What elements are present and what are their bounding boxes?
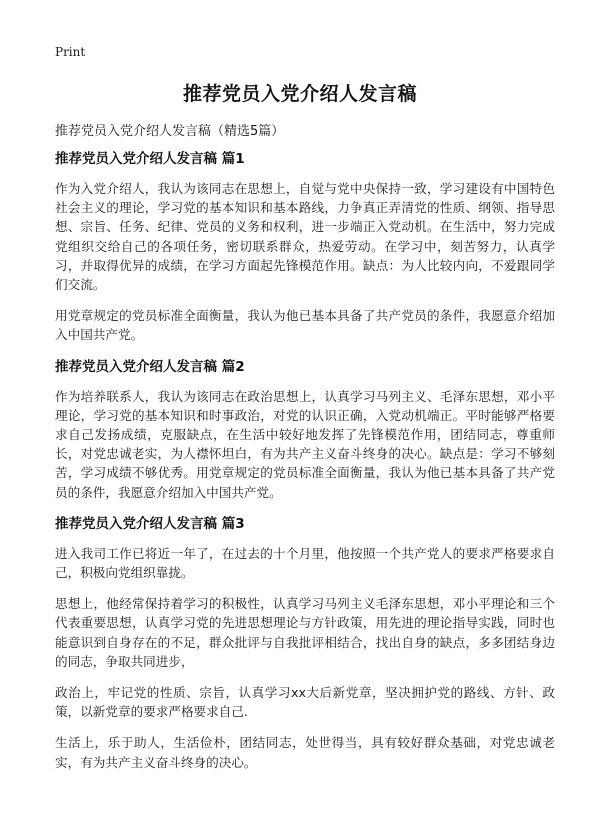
section-3 [55, 514, 555, 772]
paragraph: 生活上，乐于助人，生活俭朴，团结同志，处世得当，具有较好群众基础，对党忠诚老实，有为共产主义奋斗终身的决心。 [55, 735, 555, 770]
document-subtitle: 推荐党员入党介绍人发言稿（精选5篇） [55, 124, 285, 139]
paragraph: 作为培养联系人，我认为该同志在政治思想上，认真学习马列主义、毛泽东思想，邓小平理论，学习党的基本知识和时事政治，对党的认识正确，入党动机端正。平时能够严格要求自己发扬成绩，克服缺点，在生活中较好地发挥了先锋模范作用，团结同志，尊重师长，对党忠诚老实，为人襟怀坦白，有为共产主义奋斗终身的决心。缺点是：学习不够刻苦，学习成绩不够优秀。用党章规定的党员标准全面衡量，我认为他已基本具备了共产党员的条件，我愿意介绍加入中国共产党。 [55, 388, 555, 500]
section-heading: 推荐党员入党介绍人发言稿 篇3 [55, 515, 245, 532]
paragraph: 思想上，他经常保持着学习的积极性，认真学习马列主义毛泽东思想，邓小平理论和三个代表重要思想，认真学习党的先进思想理论与方针政策，用先进的理论指导实践，同时也能意识到自身存在的不足，群众批评与自我批评相结合，找出自身的缺点，多多团结身边的同志，争取共同进步， [55, 596, 555, 669]
section-1 [55, 149, 555, 345]
document-body [55, 149, 555, 784]
paragraph: 作为入党介绍人，我认为该同志在思想上，自觉与党中央保持一致，学习建设有中国特色社会主义的理论，学习党的基本知识和基本路线，力争真正弄清党的性质、纲领、指导思想、宗旨、任务、纪律、党员的义务和权利，进一步端正入党动机。在生活中，努力完成党组织交给自己的各项任务，密切联系群众，热爱劳动。在学习中，刻苦努力，认真学习，并取得优异的成绩，在学习方面起先锋模范作用。缺点：为人比较内向，不爱跟同学们交流。 [55, 181, 555, 293]
paragraph: 用党章规定的党员标准全面衡量，我认为他已基本具备了共产党员的条件，我愿意介绍加入中国共产党。 [55, 308, 555, 343]
section-heading: 推荐党员入党介绍人发言稿 篇2 [55, 358, 245, 375]
page-title: 推荐党员入党介绍人发言稿 [182, 83, 417, 105]
paragraph: 进入我司工作已将近一年了，在过去的十个月里，他按照一个共产党人的要求严格要求自己，积极向党组织靠拢。 [55, 545, 555, 581]
paragraph: 政治上，牢记党的性质、宗旨，认真学习xx大后新党章，坚决拥护党的路线、方针、政策，以新党章的要求严格要求自己. [55, 685, 555, 720]
print-label[interactable]: Print [55, 45, 86, 59]
section-2 [55, 357, 555, 502]
section-heading: 推荐党员入党介绍人发言稿 篇1 [55, 151, 245, 167]
